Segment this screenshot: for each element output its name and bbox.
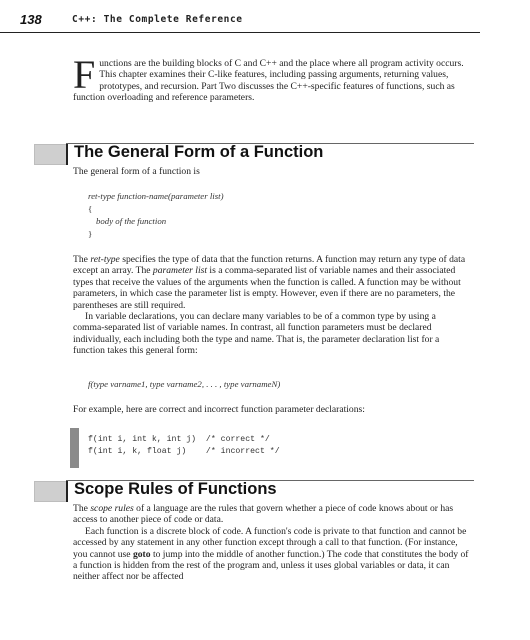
scope-rules-paragraphs [73,503,469,583]
text-run: to jump into the middle of another function.) The code that constitutes the body of a function is hidden from the rest of the program and, unless it uses global variables or data, it can neither affect nor be affected [73,548,469,583]
running-head: C++: The Complete Reference [72,14,243,25]
text-run: specifies the type of data that the function returns. A function may return any type of data except an array. The [73,254,466,277]
drop-cap: F [73,52,96,97]
parameter-form-line: f(type varname1, type varname2, . . . , type varnameN) [88,379,281,389]
code-sidebar-bar [70,428,79,468]
page-header [0,10,480,33]
keyword-goto: goto [132,548,151,560]
text-run: of a language are the rules that govern whether a piece of code knows about or has access to another piece of code or data. [73,503,454,526]
code-line-incorrect: f(int i, k, float j) /* incorrect */ [88,447,280,456]
form-line-close-brace: } [88,228,93,239]
code-line-correct: f(int i, int k, int j) /* correct */ [88,435,270,444]
general-form-block [88,190,224,240]
section-heading-general-form [34,143,474,165]
section-heading-scope-rules [34,480,474,502]
section-title: The General Form of a Function [74,143,324,161]
section-title: Scope Rules of Functions [74,480,277,498]
section-rule [66,481,68,502]
section1-lead [73,166,469,177]
example-lead [73,404,469,415]
form-line-signature: ret-type function-name(parameter list) [88,191,224,201]
term-scope-rules: scope rules [90,503,134,514]
text-run: Each function is a discrete block of code. A function's code is private to that function and cannot be accessed by any statement in any other function except through a call to that function. (For instance, you cannot use [73,525,467,560]
form-line-body: body of the function [96,216,167,226]
example-lead-text: For example, here are correct and incorrect function parameter declarations: [73,404,365,415]
ret-type-paragraph [73,254,469,357]
intro-paragraph [73,52,469,104]
text-run: The [73,254,91,265]
form-line-open-brace: { [88,203,93,214]
text-run: The [73,503,91,514]
page-number: 138 [20,12,42,27]
variable-declarations-paragraph: In variable declarations, you can declare many variables to be of a common type by using a comma-separated list of variable names. In contrast, all function parameters must be declared individually, each including both the type and name. That is, the parameter declaration list for a function takes this general form: [73,311,440,357]
section1-lead-text: The general form of a function is [73,166,200,177]
term-ret-type: ret-type [90,254,120,265]
intro-text: unctions are the building blocks of C and C++ and the place where all program activity occurs. This chapter examines their C-like features, including passing arguments, returning values, prototypes, and recursion. Part Two discusses the C++-specific features of functions, such as function overloading and reference parameters. [73,58,464,104]
section-marker-box [34,144,68,165]
text-run: is a comma-separated list of variable names and their associated types that receive the values of the arguments when the function is called. A function may be without parameters, in which case the parameter list is empty. However, even if there are no parameters, the parentheses are still required. [73,265,461,311]
section-marker-box [34,481,68,502]
code-example [88,434,280,458]
term-parameter-list: parameter list [152,265,208,277]
section-rule [66,144,68,165]
parameter-general-form [88,378,280,391]
